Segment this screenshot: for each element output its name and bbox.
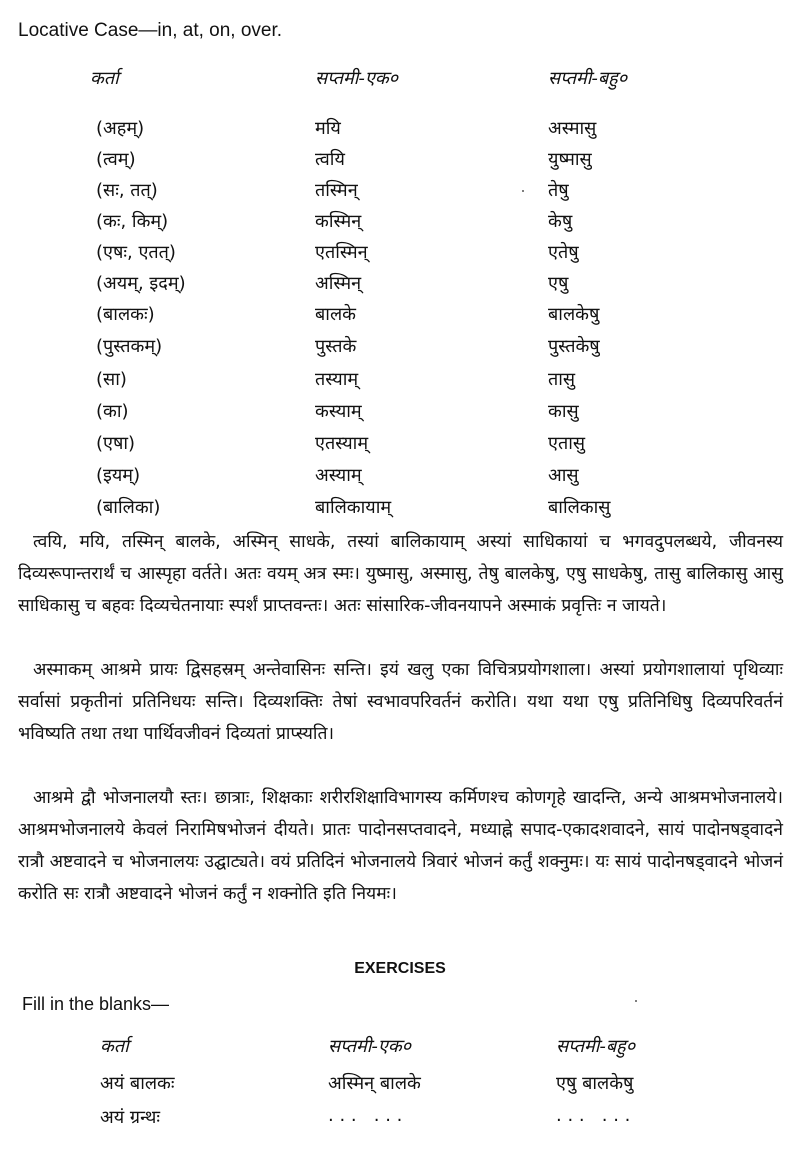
table-row xyxy=(0,495,800,525)
table-row xyxy=(0,367,800,397)
table-row xyxy=(0,116,800,146)
table-cell: एतस्याम् xyxy=(315,433,369,454)
table-cell: (एषा) xyxy=(96,433,136,454)
paragraph-1: त्वयि, मयि, तस्मिन् बालके, अस्मिन् साधके, तस्यां बालिकायाम् अस्यां साधिकायां च भगवदुपलब्धये, जीवनस्य दिव्यरूपान्तरार्थं च आस्पृहा वर्तते। अतः वयम् अत्र स्मः। युष्मासु, अस्मासु, तेषु बालकेषु, एषु साधकेषु, तासु बालिकासु आसु साधिकासु च बहवः दिव्यचेतनायाः स्पर्शं प्राप्तवन्तः। अतः सांसारिक-जीवनयापने अस्माकं प्रवृत्तिः न जायते। xyxy=(18,532,783,616)
exercise-header-saptami-bahu: सप्तमी-बहु० xyxy=(556,1036,636,1057)
table-cell: (का) xyxy=(96,401,129,422)
table-cell: तेषु xyxy=(548,180,569,201)
table-cell: पुस्तके xyxy=(315,336,357,357)
column-header-karta: कर्ता xyxy=(90,68,119,89)
table-cell: अस्याम् xyxy=(315,465,362,486)
table-cell: कासु xyxy=(548,401,579,422)
table-cell: आसु xyxy=(548,465,579,486)
table-cell: तस्याम् xyxy=(315,369,359,390)
table-cell: (अहम्) xyxy=(96,118,145,139)
table-row xyxy=(0,334,800,364)
table-row xyxy=(0,463,800,493)
print-speck xyxy=(522,190,524,192)
table-cell: (सा) xyxy=(96,369,127,390)
table-row xyxy=(0,399,800,429)
exercises-instruction: Fill in the blanks— xyxy=(22,994,170,1014)
exercise-header-saptami-eka: सप्तमी-एक० xyxy=(328,1036,412,1057)
table-cell: (एषः, एतत्) xyxy=(96,242,176,263)
table-row xyxy=(0,209,800,239)
blank-cell: . . . . . . xyxy=(328,1105,403,1126)
table-cell: (सः, तत्) xyxy=(96,180,158,201)
table-cell: अस्मासु xyxy=(548,118,597,139)
table-row xyxy=(0,240,800,270)
table-cell: कस्मिन् xyxy=(315,211,362,232)
table-cell: (कः, किम्) xyxy=(96,211,169,232)
table-cell: एतासु xyxy=(548,433,586,454)
table-cell: (बालकः) xyxy=(96,304,155,325)
column-header-saptami-bahu: सप्तमी-बहु० xyxy=(548,68,628,89)
table-row xyxy=(0,147,800,177)
table-row xyxy=(0,178,800,208)
table-row xyxy=(0,302,800,332)
table-cell: बालकेषु xyxy=(548,304,600,325)
table-cell: (अयम्, इदम्) xyxy=(96,273,186,294)
table-cell: बालिकायाम् xyxy=(315,497,392,518)
table-cell: त्वयि xyxy=(315,149,345,170)
page-heading: Locative Case—in, at, on, over. xyxy=(18,20,283,41)
table-cell: अस्मिन् xyxy=(315,273,362,294)
table-cell: तासु xyxy=(548,369,576,390)
table-cell: (बालिका) xyxy=(96,497,161,518)
exercise-header-karta: कर्ता xyxy=(100,1036,129,1057)
table-cell: एतेषु xyxy=(548,242,579,263)
table-row xyxy=(0,1105,800,1135)
paragraph-2: अस्माकम् आश्रमे प्रायः द्विसहस्रम् अन्तेवासिनः सन्ति। इयं खलु एका विचित्रप्रयोगशाला। अस्यां प्रयोगशालायां पृथिव्याः सर्वासां प्रकृतीनां प्रतिनिधयः सन्ति। दिव्यशक्तिः तेषां स्वभावपरिवर्तनं करोति। यथा यथा एषु प्रतिनिधिषु दिव्यपरिवर्तनं भविष्यति तथा तथा पार्थिवजीवनं दिव्यतां प्राप्स्यति। xyxy=(18,660,783,744)
table-cell: केषु xyxy=(548,211,573,232)
table-row xyxy=(0,1071,800,1101)
print-speck xyxy=(635,1000,637,1002)
table-row xyxy=(0,271,800,301)
table-cell: पुस्तकेषु xyxy=(548,336,600,357)
table-cell: (इयम्) xyxy=(96,465,141,486)
paragraph-3: आश्रमे द्वौ भोजनालयौ स्तः। छात्राः, शिक्षकाः शरीरशिक्षाविभागस्य कर्मिणश्च कोणगृहे खादन्ति, अन्ये आश्रमभोजनालये। आश्रमभोजनालये केवलं निरामिषभोजनं दीयते। प्रातः पादोनसप्तवादने, मध्याह्ने सपाद-एकादशवादने, सायं पादोनषड्वादने रात्रौ अष्टवादने च भोजनालयः उद्घाट्यते। वयं प्रतिदिनं भोजनालये त्रिवारं भोजनं कर्तुं शक्नुमः। यः सायं पादोनषड्वादने भोजनं करोति सः रात्रौ अष्टवादने भोजनं कर्तुं न शक्नोति इति नियमः। xyxy=(18,788,783,904)
exercises-title: EXERCISES xyxy=(354,960,446,977)
table-cell: मयि xyxy=(315,118,341,139)
table-cell: कस्याम् xyxy=(315,401,362,422)
table-cell: (पुस्तकम्) xyxy=(96,336,163,357)
table-cell: अयं बालकः xyxy=(100,1073,175,1094)
table-cell: बालिकासु xyxy=(548,497,611,518)
column-header-saptami-eka: सप्तमी-एक० xyxy=(315,68,399,89)
table-cell: अस्मिन् बालके xyxy=(328,1073,421,1094)
table-cell: बालके xyxy=(315,304,356,325)
blank-cell: . . . . . . xyxy=(556,1105,631,1126)
table-cell: अयं ग्रन्थः xyxy=(100,1107,161,1128)
table-cell: एतस्मिन् xyxy=(315,242,368,263)
table-cell: (त्वम्) xyxy=(96,149,136,170)
table-cell: तस्मिन् xyxy=(315,180,358,201)
table-cell: एषु बालकेषु xyxy=(556,1073,634,1094)
table-cell: एषु xyxy=(548,273,569,294)
table-row xyxy=(0,431,800,461)
table-cell: युष्मासु xyxy=(548,149,592,170)
